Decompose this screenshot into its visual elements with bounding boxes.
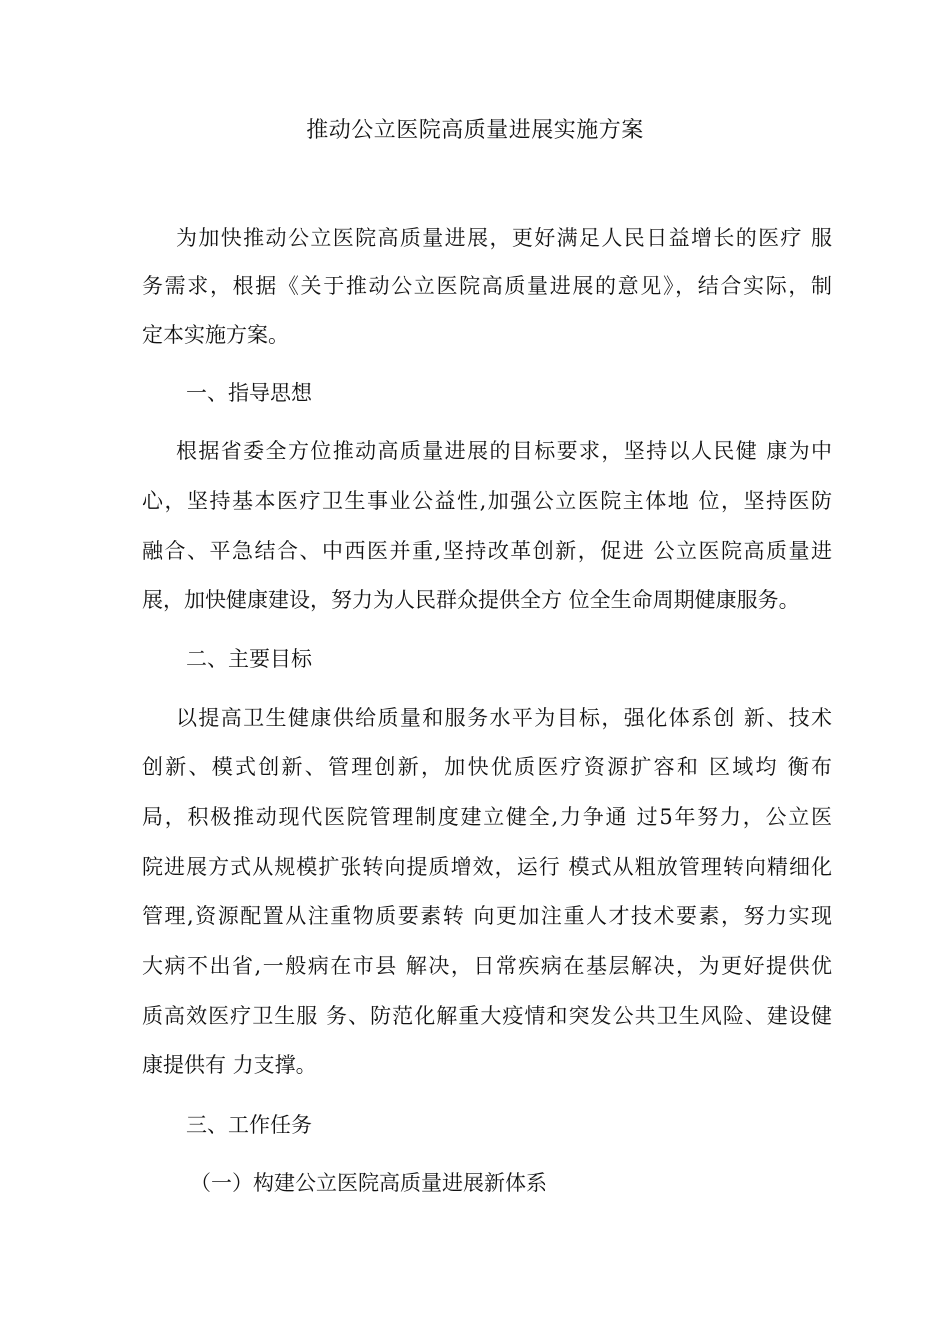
section1-line-3: 融合、平急结合、中西医并重,坚持改革创新，促进 公立医院高质量进 bbox=[142, 539, 832, 563]
intro-line-1: 为加快推动公立医院高质量进展，更好满足人民日益增长的医疗 服 bbox=[176, 226, 832, 250]
section2-line-5: 管理,资源配置从注重物质要素转 向更加注重人才技术要素，努力实现 bbox=[142, 904, 832, 928]
section2-line-2: 创新、模式创新、管理创新，加快优质医疗资源扩容和 区域均 衡布 bbox=[142, 755, 832, 779]
section2-line-7: 质高效医疗卫生服 务、防范化解重大疫情和突发公共卫生风险、建设健 bbox=[142, 1004, 832, 1028]
section2-line-1: 以提高卫生健康供给质量和服务水平为目标，强化体系创 新、技术 bbox=[176, 706, 832, 730]
section1-line-2: 心，坚持基本医疗卫生事业公益性,加强公立医院主体地 位，坚持医防 bbox=[142, 489, 832, 513]
document-title: 推动公立医院高质量进展实施方案 bbox=[306, 118, 644, 143]
section1-line-4: 展，加快健康建设，努力为人民群众提供全方 位全生命周期健康服务。 bbox=[142, 588, 800, 612]
section3-subheading: （一）构建公立医院高质量进展新体系 bbox=[190, 1171, 547, 1195]
intro-line-3: 定本实施方案。 bbox=[142, 323, 289, 347]
section1-line-1: 根据省委全方位推动高质量进展的目标要求，坚持以人民健 康为中 bbox=[176, 439, 832, 463]
section2-line-6: 大病不出省,一般病在市县 解决，日常疾病在基层解决，为更好提供优 bbox=[142, 954, 832, 978]
section2-line-4: 院进展方式从规模扩张转向提质增效，运行 模式从粗放管理转向精细化 bbox=[142, 855, 832, 879]
section3-heading: 三、工作任务 bbox=[186, 1113, 312, 1137]
section2-line-3: 局，积极推动现代医院管理制度建立健全,力争通 过5年努力，公立医 bbox=[142, 805, 832, 829]
section1-heading: 一、指导思想 bbox=[186, 381, 312, 405]
section2-line-8: 康提供有 力支撑。 bbox=[142, 1053, 317, 1077]
section2-heading: 二、主要目标 bbox=[186, 647, 312, 671]
intro-line-2: 务需求，根据《关于推动公立医院高质量进展的意见》，结合实际，制 bbox=[142, 274, 832, 298]
